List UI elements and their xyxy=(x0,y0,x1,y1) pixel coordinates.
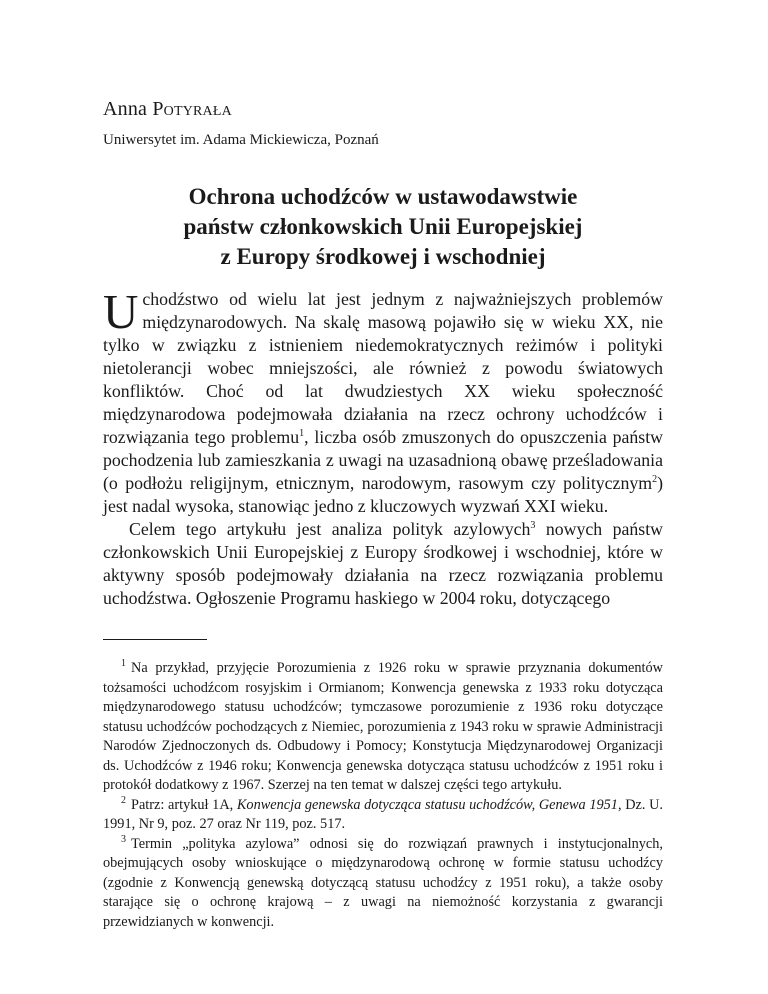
footnote-ref-1[interactable]: 1 xyxy=(299,428,305,440)
footnote-2 xyxy=(103,796,663,835)
footnote-1 xyxy=(103,659,663,796)
footnote-mark: 2 xyxy=(121,794,126,806)
footnote-ref-3[interactable]: 3 xyxy=(530,520,536,532)
body-text: nowych państw członkowskich Unii Europejskiej z Europy środkowej i wschodniej, które w aktywny sposób podejmowały działania na rzecz rozwiązania problemu uchodźstwa. Ogłoszenie Programu haskiego w 2004 roku, dotyczącego xyxy=(103,519,663,608)
footnote-text: , Dz. U. 1991, Nr 9, poz. 27 oraz Nr 119, poz. 517. xyxy=(103,796,663,832)
footnote-citation-title: Konwencja genewska dotycząca statusu uchodźców, Genewa 1951 xyxy=(236,796,618,813)
title-line: państw członkowskich Unii Europejskiej xyxy=(183,214,583,239)
article-body xyxy=(103,284,663,610)
body-text: Celem tego artykułu jest analiza polityk azylowych xyxy=(129,519,531,539)
affiliation: Uniwersytet im. Adama Mickiewicza, Poznań xyxy=(103,132,379,148)
footnote-text: Patrz: artykuł 1A, xyxy=(131,796,237,813)
title-line: Ochrona uchodźców w ustawodawstwie xyxy=(188,184,578,209)
footnote-text: Termin „polityka azylowa” odnosi się do rozwiązań prawnych i instytucjonalnych, obejmujących osoby wnioskujące o międzynarodową ochronę w formie statusu uchodźcy (zgodnie z Konwencją genewską dotyczącą statusu uchodźcy z 1951 roku), a także osoby starające się o ochronę krajową – z uwagi na niemożność korzystania z gwarancji przewidzianych w konwencji. xyxy=(103,835,663,930)
footnote-ref-2[interactable]: 2 xyxy=(652,474,658,486)
title-line: z Europy środkowej i wschodniej xyxy=(220,244,546,269)
body-text: chodźstwo od wielu lat jest jednym z najważniejszych problemów międzynarodowych. Na skalę masową pojawiło się w wieku XX, nie tylko w związku z istnieniem niedemokratycznych reżimów i polityki nietolerancji wobec mniejszości, ale również z powodu światowych konfliktów. Choć od lat dwudziestych XX wieku społeczność międzynarodowa podejmowała działania na rzecz ochrony uchodźców i rozwiązania tego problemu xyxy=(103,289,663,447)
footnotes xyxy=(103,659,663,932)
footnote-mark: 1 xyxy=(121,658,126,670)
article-title xyxy=(103,182,663,272)
author-last-name: Potyrała xyxy=(152,98,232,120)
footnote-mark: 3 xyxy=(121,833,126,845)
author-name xyxy=(103,98,232,121)
body-paragraph-2 xyxy=(103,518,663,610)
body-text: , liczba osób zmuszonych do opuszczenia państw pochodzenia lub zamieszkania z uwagi na uzasadnioną obawę prześladowania (o podłożu religijnym, etnicznym, narodowym, rasowym czy politycznym xyxy=(103,427,663,493)
drop-cap: U xyxy=(103,284,139,339)
footnote-text: Na przykład, przyjęcie Porozumienia z 1926 roku w sprawie przyznania dokumentów tożsamości uchodźcom rosyjskim i Ormianom; Konwencja genewska z 1933 roku dotycząca międzynarodowego statusu uchodźców; tymczasowe porozumienie z 1936 roku dotyczące statusu uchodźców pochodzących z Niemiec, porozumienia z 1943 roku w sprawie Administracji Narodów Zjednoczonych ds. Odbudowy i Pomocy; Konstytucja Międzynarodowej Organizacji ds. Uchodźców z 1946 roku; Konwencja genewska dotycząca statusu uchodźców z 1951 roku i protokół dodatkowy z 1967. Szerzej na ten temat w dalszej części tego artykułu. xyxy=(103,660,663,793)
body-text: ) jest nadal wysoka, stanowiąc jedno z kluczowych wyzwań XXI wieku. xyxy=(103,473,663,516)
body-paragraph-1 xyxy=(103,284,663,518)
footnote-divider xyxy=(103,639,207,640)
author-first-name: Anna xyxy=(103,98,148,120)
footnote-3 xyxy=(103,835,663,933)
